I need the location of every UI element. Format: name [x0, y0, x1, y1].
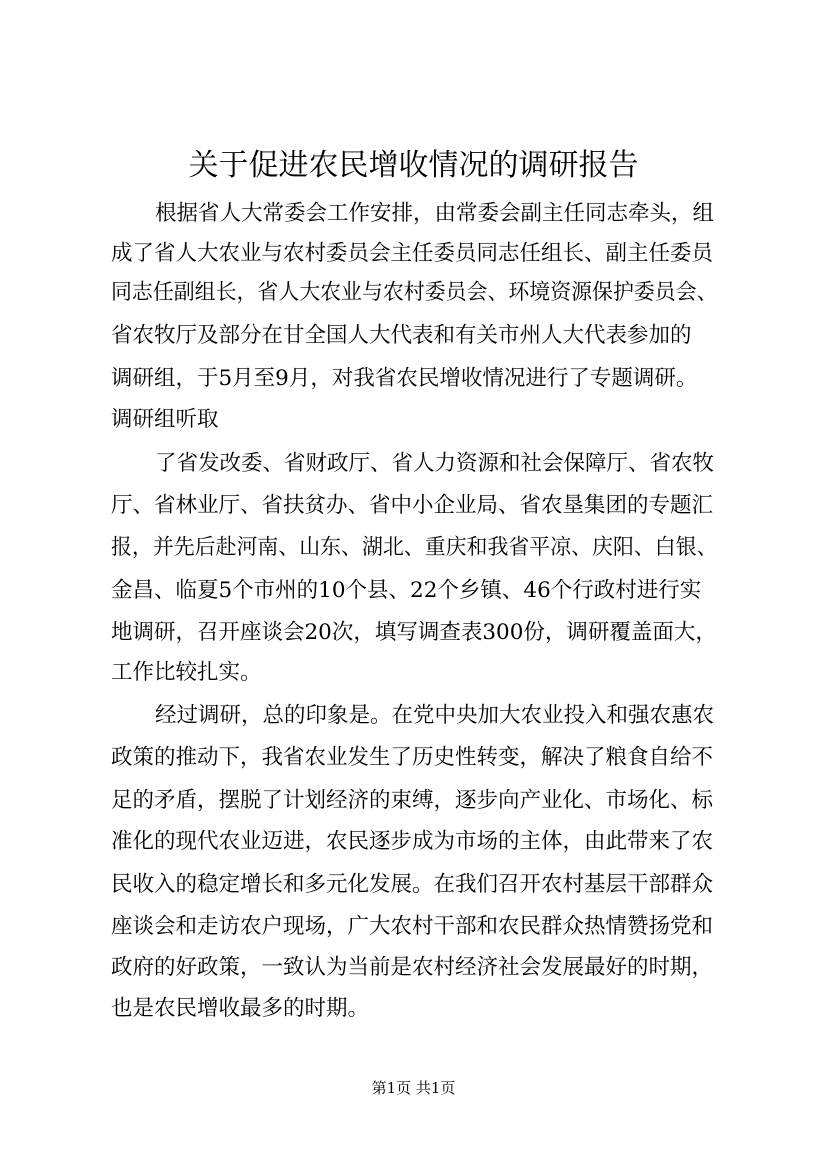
paragraph-3-line-7: 政府的好政策，一致认为当前是农村经济社会发展最好的时期， — [111, 955, 714, 980]
paragraph-3-line-2: 政策的推动下，我省农业发生了历史性转变，解决了粮食自给不 — [111, 745, 714, 770]
document-title: 关于促进农民增收情况的调研报告 — [188, 148, 639, 183]
paragraph-3-line-5: 民收入的稳定增长和多元化发展。在我们召开农村基层干部群众 — [111, 872, 714, 897]
paragraph-1-line-4: 省农牧厅及部分在甘全国人大代表和有关市州人大代表参加的 — [111, 323, 692, 348]
paragraph-3-line-1: 经过调研，总的印象是。在党中央加大农业投入和强农惠农 — [155, 703, 715, 728]
paragraph-3-line-6: 座谈会和走访农户现场，广大农村干部和农民群众热情赞扬党和 — [111, 914, 714, 939]
paragraph-2-line-1: 了省发改委、省财政厅、省人力资源和社会保障厅、省农牧 — [155, 451, 715, 476]
paragraph-1-line-6: 调研组听取 — [111, 407, 219, 432]
paragraph-3-line-8: 也是农民增收最多的时期。 — [111, 996, 370, 1021]
paragraph-2-line-3: 报，并先后赴河南、山东、湖北、重庆和我省平凉、庆阳、白银、 — [111, 535, 718, 560]
paragraph-1-line-5: 调研组，于5月至9月，对我省农民增收情况进行了专题调研。 — [111, 366, 698, 391]
page-footer: 第1页 共1页 — [371, 1079, 456, 1097]
paragraph-2-line-2: 厅、省林业厅、省扶贫办、省中小企业局、省农垦集团的专题汇 — [111, 493, 714, 518]
paragraph-2-line-6: 工作比较扎实。 — [111, 660, 262, 685]
paragraph-3-line-3: 足的矛盾，摆脱了计划经济的束缚，逐步向产业化、市场化、标 — [111, 788, 714, 813]
paragraph-3-line-4: 准化的现代农业迈进，农民逐步成为市场的主体，由此带来了农 — [111, 829, 714, 854]
paragraph-2-line-5: 地调研，召开座谈会20次，填写调查表300份，调研覆盖面大， — [111, 620, 717, 645]
paragraph-1-line-3: 同志任副组长，省人大农业与农村委员会、环境资源保护委员会、 — [111, 280, 718, 305]
paragraph-1-line-1: 根据省人大常委会工作安排，由常委会副主任同志牵头，组 — [155, 201, 715, 226]
paragraph-2-line-4: 金昌、临夏5个市州的10个县、22个乡镇、46个行政村进行实 — [111, 578, 702, 603]
paragraph-1-line-2: 成了省人大农业与农村委员会主任委员同志任组长、副主任委员 — [111, 241, 714, 266]
